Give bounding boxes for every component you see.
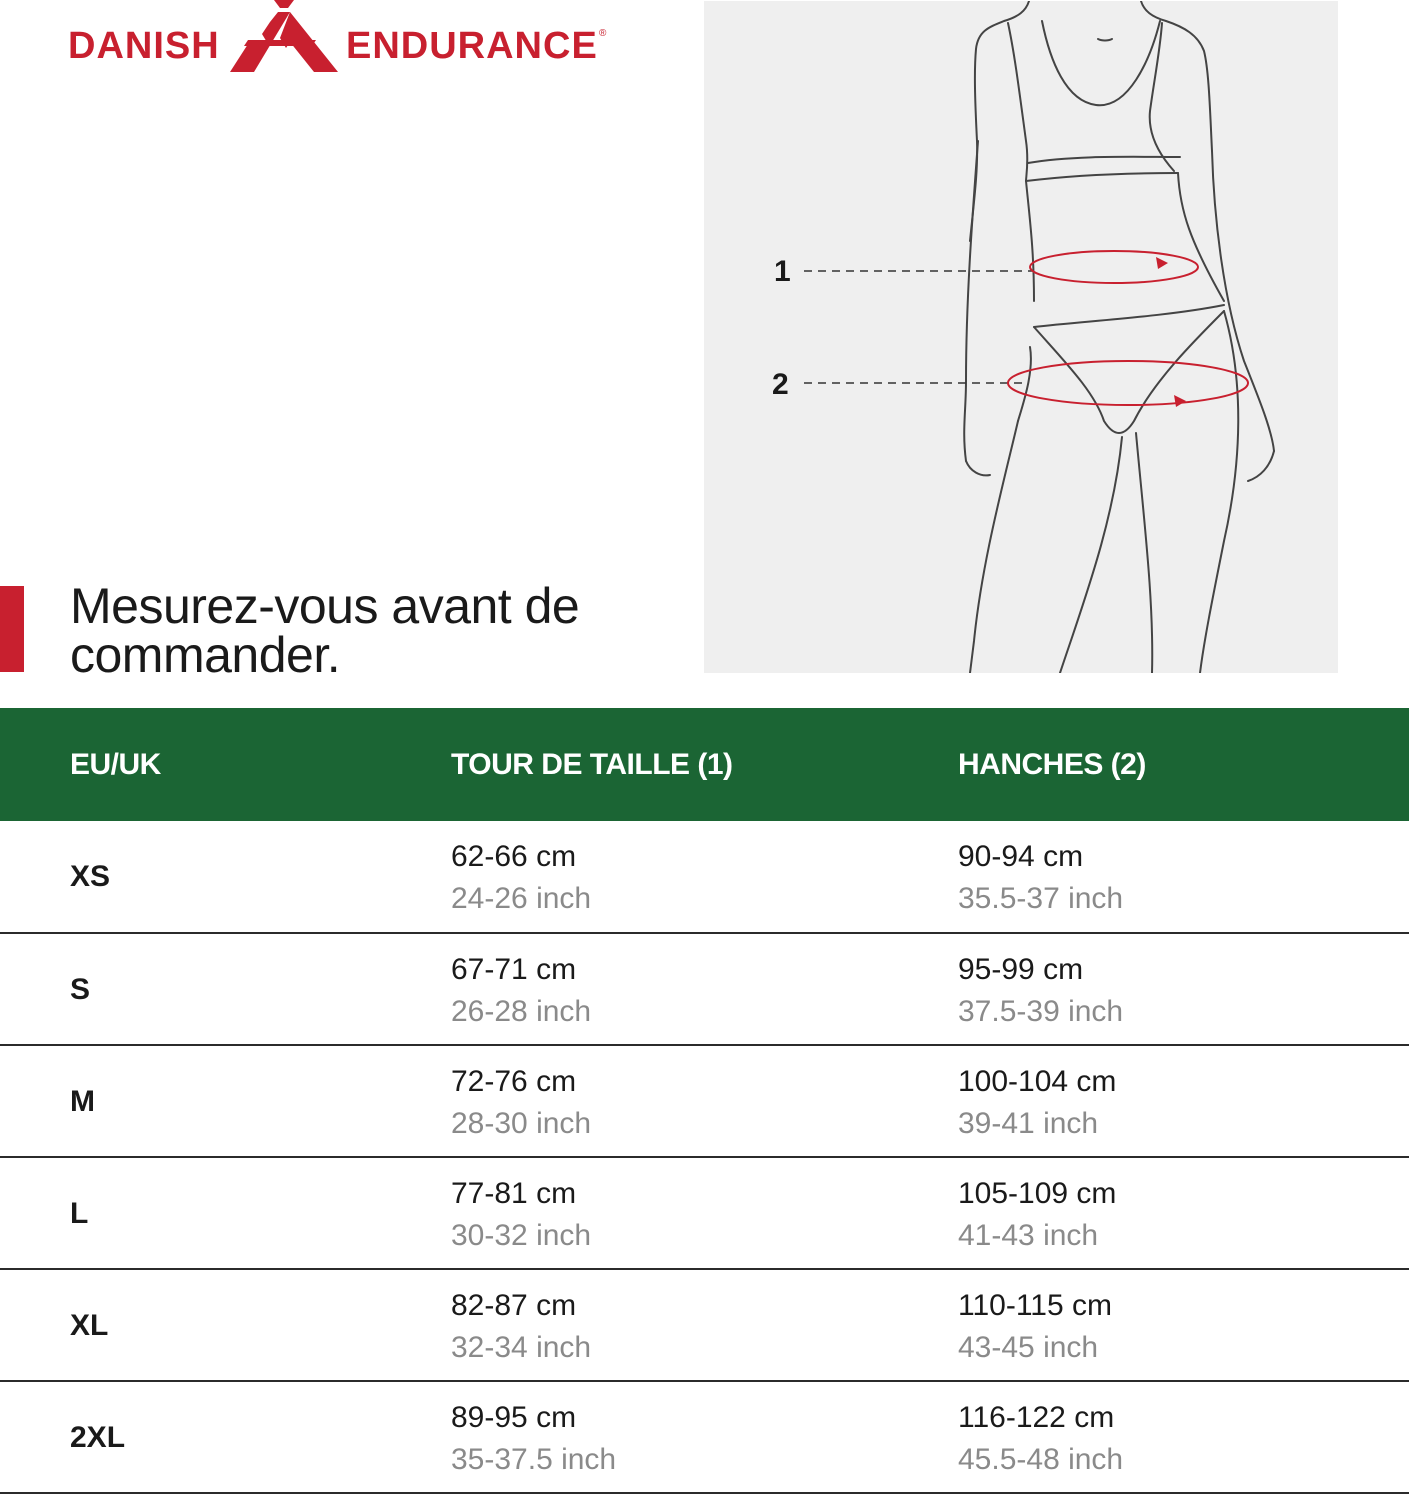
waist-inch: 28-30 inch (451, 1107, 592, 1140)
hips-cell (958, 837, 1123, 919)
hips-inch: 35.5-37 inch (958, 882, 1124, 915)
waist-measure-ring (1030, 251, 1198, 283)
waist-cell (451, 950, 591, 1032)
size-label: 2XL (70, 1421, 126, 1454)
waist-cm: 72-76 cm (451, 1065, 577, 1098)
marker-1-label: 1 (774, 255, 791, 288)
hips-cell (958, 1062, 1116, 1144)
hips-cm: 110-115 cm (958, 1289, 1112, 1322)
brand-name-left: DANISH (68, 25, 220, 67)
size-label: M (70, 1085, 95, 1118)
hips-inch: 37.5-39 inch (958, 995, 1124, 1028)
waist-inch: 35-37.5 inch (451, 1443, 617, 1476)
hips-inch: 41-43 inch (958, 1219, 1099, 1252)
waist-cell (451, 1286, 591, 1368)
page-title: Mesurez-vous avant de commander. (70, 578, 580, 683)
hips-cell (958, 1398, 1123, 1480)
waist-cm: 62-66 cm (451, 840, 577, 873)
hips-inch: 45.5-48 inch (958, 1443, 1124, 1476)
table-row (0, 1382, 1409, 1494)
waist-cm: 89-95 cm (451, 1401, 577, 1434)
waist-cell (451, 1062, 591, 1144)
table-row (0, 1046, 1409, 1158)
brand-name-right: ENDURANCE (346, 25, 598, 67)
table-row (0, 1158, 1409, 1270)
size-label: S (70, 973, 91, 1006)
waist-inch: 30-32 inch (451, 1219, 592, 1252)
waist-inch: 24-26 inch (451, 882, 592, 915)
size-chart-table (0, 708, 1409, 1494)
hips-cell (958, 950, 1123, 1032)
waist-cm: 67-71 cm (451, 953, 577, 986)
size-label: XS (70, 860, 111, 893)
mountain-logo-icon (228, 0, 340, 74)
brand-logo (68, 0, 628, 80)
hips-cm: 105-109 cm (958, 1177, 1117, 1210)
size-label: L (70, 1197, 89, 1230)
hip-arrow-icon (1174, 395, 1186, 407)
hips-inch: 43-45 inch (958, 1331, 1099, 1364)
hips-cm: 116-122 cm (958, 1401, 1115, 1434)
logo-bar-shape (244, 40, 316, 46)
waist-cm: 77-81 cm (451, 1177, 577, 1210)
hip-measure-ring (1008, 361, 1248, 405)
table-body (0, 821, 1409, 1494)
registered-mark: ® (599, 28, 607, 39)
logo-peak-shape (274, 0, 294, 8)
hips-cm: 90-94 cm (958, 840, 1084, 873)
header-hips: HANCHES (2) (958, 748, 1146, 781)
accent-bar (0, 586, 24, 672)
table-header (0, 708, 1409, 821)
table-row (0, 821, 1409, 934)
body-measurement-illustration (704, 1, 1338, 673)
hips-inch: 39-41 inch (958, 1107, 1099, 1140)
header-waist: TOUR DE TAILLE (1) (451, 748, 733, 781)
body-outline-drawing (704, 1, 1338, 673)
hips-cell (958, 1174, 1116, 1256)
waist-inch: 32-34 inch (451, 1331, 592, 1364)
marker-2-label: 2 (772, 368, 789, 401)
size-label: XL (70, 1309, 109, 1342)
hips-cell (958, 1286, 1112, 1368)
table-row (0, 934, 1409, 1046)
waist-cell (451, 1174, 591, 1256)
hips-cm: 95-99 cm (958, 953, 1084, 986)
waist-cell (451, 837, 591, 919)
header-eu-uk: EU/UK (70, 748, 161, 781)
waist-cell (451, 1398, 616, 1480)
table-row (0, 1270, 1409, 1382)
waist-cm: 82-87 cm (451, 1289, 577, 1322)
waist-inch: 26-28 inch (451, 995, 592, 1028)
waist-arrow-icon (1156, 257, 1168, 269)
hips-cm: 100-104 cm (958, 1065, 1117, 1098)
